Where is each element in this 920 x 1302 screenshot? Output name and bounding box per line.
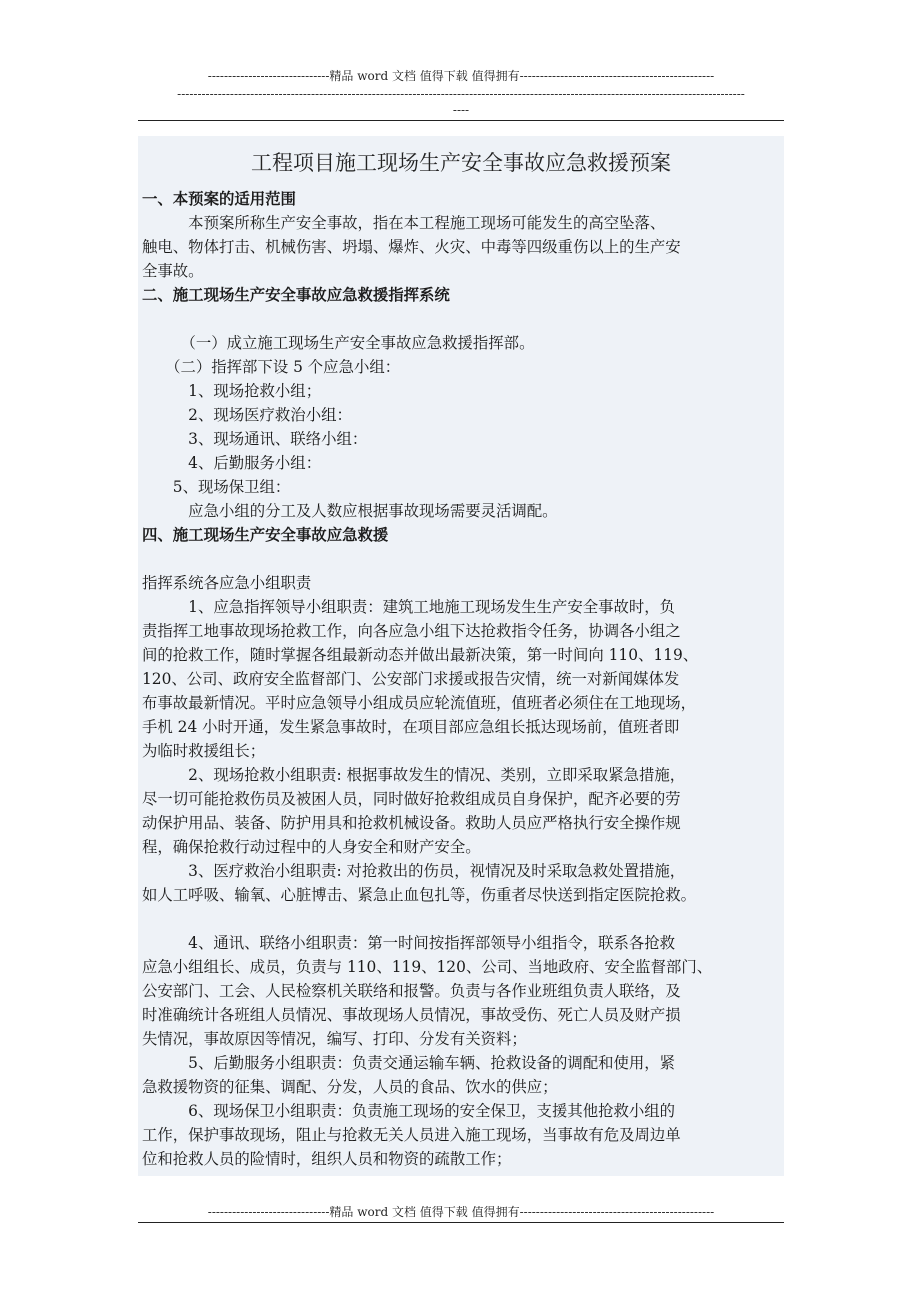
paragraph-line: 公安部门、工会、人民检察机关联络和报警。负责与各作业班组负责人联络，及 <box>142 982 681 1000</box>
paragraph-line: 5、后勤服务小组职责：负责交通运输车辆、抢救设备的调配和使用，紧 <box>142 1054 676 1072</box>
paragraph-line: 4、通讯、联络小组职责：第一时间按指挥部领导小组指令，联系各抢救 <box>142 934 676 952</box>
list-item: 4、后勤服务小组： <box>142 454 322 472</box>
paragraph-line: 失情况，事故原因等情况，编写、打印、分发有关资料； <box>142 1030 527 1048</box>
page-header-line-2: -------------------------------------------------------------------------------------------------------------------------------------------- <box>177 87 745 101</box>
paragraph-line: 120、公司、政府安全监督部门、公安部门求援或报告灾情，统一对新闻媒体发 <box>142 670 680 688</box>
paragraph-line: 本预案所称生产安全事故，指在本工程施工现场可能发生的高空坠落、 <box>142 214 666 232</box>
paragraph-line: 布事故最新情况。平时应急领导小组成员应轮流值班，值班者必须住在工地现场， <box>142 694 697 712</box>
paragraph-line: 3、医疗救治小组职责: 对抢救出的伤员，视情况及时采取急救处置措施， <box>142 862 686 880</box>
page-header-line-1: ------------------------------精品 word 文档 值得下载 值得拥有------------------------------------------------ <box>207 69 715 83</box>
paragraph-line: 1、应急指挥领导小组职责：建筑工地施工现场发生生产安全事故时，负 <box>142 598 676 616</box>
paragraph-line: 全事故。 <box>142 262 204 280</box>
list-item: 3、现场通讯、联络小组： <box>142 430 368 448</box>
paragraph-line: 间的抢救工作，随时掌握各组最新动态并做出最新决策，第一时间向 110、119、 <box>142 646 699 664</box>
footer-rule <box>138 1222 784 1223</box>
paragraph-line: 6、现场保卫小组职责：负责施工现场的安全保卫，支援其他抢救小组的 <box>142 1102 676 1120</box>
paragraph-line: 触电、物体打击、机械伤害、坍塌、爆炸、火灾、中毒等四级重伤以上的生产安 <box>142 238 681 256</box>
section-heading: 四、施工现场生产安全事故应急救援 <box>142 526 389 544</box>
paragraph-line: 2、现场抢救小组职责: 根据事故发生的情况、类别，立即采取紧急措施， <box>142 766 686 784</box>
paragraph-line: 指挥系统各应急小组职责 <box>142 574 312 592</box>
paragraph-line: 位和抢救人员的险情时，组织人员和物资的疏散工作； <box>142 1150 512 1168</box>
list-item: 1、现场抢救小组； <box>142 382 322 400</box>
page-header-line-3: ---- <box>452 103 470 117</box>
paragraph-line: 如人工呼吸、输氧、心脏博击、紧急止血包扎等，伤重者尽快送到指定医院抢救。 <box>142 886 697 904</box>
paragraph-line: 尽一切可能抢救伤员及被困人员，同时做好抢救组成员自身保护，配齐必要的劳 <box>142 790 681 808</box>
paragraph-line: （一）成立施工现场生产安全事故应急救援指挥部。 <box>142 334 535 352</box>
paragraph-line: 程，确保抢救行动过程中的人身安全和财产安全。 <box>142 838 481 856</box>
paragraph-line: 动保护用品、装备、防护用具和抢救机械设备。救助人员应严格执行安全操作规 <box>142 814 681 832</box>
list-item: 2、现场医疗救治小组： <box>142 406 352 424</box>
section-heading: 一、本预案的适用范围 <box>142 190 296 208</box>
document-title: 工程项目施工现场生产安全事故应急救援预案 <box>251 151 671 175</box>
paragraph-line: 工作，保护事故现场，阻止与抢救无关人员进入施工现场，当事故有危及周边单 <box>142 1126 681 1144</box>
paragraph-line: 手机 24 小时开通，发生紧急事故时，在项目部应急组长抵达现场前，值班者即 <box>142 718 680 736</box>
paragraph-line: 应急小组组长、成员，负责与 110、119、120、公司、当地政府、安全监督部门、 <box>142 958 713 976</box>
paragraph-line: （二）指挥部下设 5 个应急小组： <box>142 358 401 376</box>
document-body <box>138 136 784 1176</box>
section-heading: 二、施工现场生产安全事故应急救援指挥系统 <box>142 286 450 304</box>
paragraph-line: 为临时救援组长； <box>142 742 266 760</box>
paragraph-line: 急救援物资的征集、调配、分发，人员的食品、饮水的供应； <box>142 1078 558 1096</box>
header-rule <box>138 120 784 121</box>
paragraph-line: 时准确统计各班组人员情况、事故现场人员情况，事故受伤、死亡人员及财产损 <box>142 1006 681 1024</box>
paragraph-line: 责指挥工地事故现场抢救工作，向各应急小组下达抢救指令任务，协调各小组之 <box>142 622 681 640</box>
list-item: 5、现场保卫组： <box>142 478 291 496</box>
paragraph-line: 应急小组的分工及人数应根据事故现场需要灵活调配。 <box>142 502 558 520</box>
page-footer: ------------------------------精品 word 文档 值得下载 值得拥有------------------------------------------------ <box>207 1205 715 1219</box>
